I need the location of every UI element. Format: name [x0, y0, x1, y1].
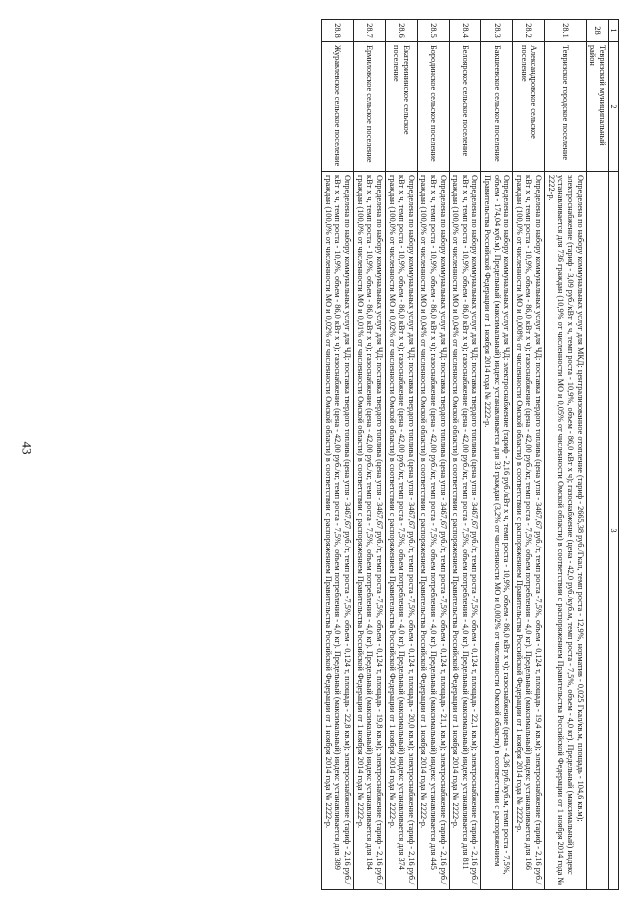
column-number-row	[608, 20, 618, 890]
row-description: Определена по набору коммунальных услуг для МКД: централизованное отопление (тариф - 2665,38 руб./Гкал, темп роста - 12,9%, норматив - 0,025 Гкал/кв.м, площадь - 104,6 кв.м); электроснабжение (тариф - 3,09 руб./кВт х ч, темп роста - 10,9%, объем - 86,0 кВт х ч); газоснабжение (цена - 42,0 руб./куб.м, темп роста - 7,5%, объем - 4,0 кг). Предельный (максимальный) индекс устанавливается для 736 граждан (10,9% от численности МО и 0,05% от численности Омской области) в соответствии с распоряжением Правительства Российской Федерации от 1 ноября 2014 года № 2222-р.	[545, 172, 586, 890]
row-description: Определена по набору коммунальных услуг для ЧД: поставка твердого топлива (цена угля - 3467,67 руб./т, темп роста -7,5%, объем - 0,124 т, площадь - 21,1 кв.м); электроснабжение (тариф - 2,16 руб./кВт х ч, темп роста - 10,9%, объем - 86,0 кВт х ч); газоснабжение (цена - 42,00 руб./кг, темп роста - 7,5%, объем потребления - 4,0 кг). Предельный (максимальный) индекс устанавливается для 445 граждан (100,0% от численности МО и 0,04% от численности Омской области) в соответствии с распоряжением Правительства Российской Федерации от 1 ноября 2014 года № 2222-р.	[417, 172, 449, 890]
table-row	[513, 20, 545, 890]
settlement-name: Екатерининское сельское поселение	[385, 42, 417, 172]
row-number: 28.8	[322, 20, 354, 42]
row-description: Определена по набору коммунальных услуг для ЧД: поставка твердого топлива (цена угля - 3467,67 руб./т, темп роста -7,5%, объем - 0,124 т, площадь - 20,0 кв.м); электроснабжение (тариф - 2,16 руб./кВт х ч, темп роста - 10,9%, объем - 86,0 кВт х ч); газоснабжение (цена - 42,00 руб./кг, темп роста - 7,5%, объем потребления - 4,0 кг). Предельный (максимальный) индекс устанавливается для 374 граждан (100,0% от численности МО и 0,02% от численности Омской области) в соответствии с распоряжением Правительства Российской Федерации от 1 ноября 2014 года № 2222-р.	[385, 172, 417, 890]
region-name: Тевризский муниципальный район	[586, 42, 608, 172]
row-number: 28.4	[449, 20, 481, 42]
row-description: Определена по набору коммунальных услуг для ЧД: поставка твердого топлива (цена угля - 3467,67 руб./т, темп роста -7,5%, объем - 0,124 т, площадь - 19,4 кв.м); электроснабжение (тариф - 2,16 руб./кВт х ч, темп роста - 10,9%, объем - 86,0 кВт х ч); газоснабжение (цена - 42,00 руб./кг, темп роста - 7,5%, объем потребления - 4,0 кг). Предельный (максимальный) индекс устанавливается для 166 граждан (100,0% от численности МО и 0,008% от численности Омской области) в соответствии с распоряжением Правительства Российской Федерации от 1 ноября 2014 года № 2222-р.	[513, 172, 545, 890]
settlement-name: Бакшеевское сельское поселение	[481, 42, 513, 172]
region-number: 28	[586, 20, 608, 42]
table-row	[545, 20, 586, 890]
row-number: 28.3	[481, 20, 513, 42]
row-number: 28.1	[545, 20, 586, 42]
settlement-name: Белоярское сельское поселение	[449, 42, 481, 172]
column-number: 1	[608, 20, 618, 42]
row-number: 28.2	[513, 20, 545, 42]
row-description: Определена по набору коммунальных услуг для ЧД: поставка твердого топлива (цена угля - 3467,67 руб./т, темп роста -7,5%, объем - 0,124 т, площадь - 19,8 кв.м); электроснабжение (тариф - 2,16 руб./кВт х ч, темп роста - 10,9%, объем - 86,0 кВт х ч); газоснабжение (цена - 42,00 руб./кг, темп роста - 7,5%, объем потребления - 4,0 кг). Предельный (максимальный) индекс устанавливается для 184 граждан (100,0% от численности МО и 0,01% от численности Омской области) в соответствии с распоряжением Правительства Российской Федерации от 1 ноября 2014 года № 2222-р.	[354, 172, 386, 890]
table-row	[481, 20, 513, 890]
region-row	[586, 20, 608, 890]
table-row	[417, 20, 449, 890]
region-description	[586, 172, 608, 890]
settlement-name: Журавлевское сельское поселение	[322, 42, 354, 172]
row-number: 28.5	[417, 20, 449, 42]
row-description: Определена по набору коммунальных услуг для ЧД: поставка твердого топлива (цена угля - 3467,67 руб./т, темп роста -7,5%, объем - 0,124 т, площадь - 22,1 кв.м); электроснабжение (тариф - 2,16 руб./кВт х ч, темп роста - 10,9%, объем - 86,0 кВт х ч); газоснабжение (цена - 42,00 руб./кг, темп роста - 7,5%, объем потребления - 4,0 кг). Предельный (максимальный) индекс устанавливается для 811 граждан (100,0% от численности МО и 0,04% от численности Омской области) в соответствии с распоряжением Правительства Российской Федерации от 1 ноября 2014 года № 2222-р.	[449, 172, 481, 890]
row-number: 28.6	[385, 20, 417, 42]
settlement-name: Тевризское городское поселение	[545, 42, 586, 172]
row-description: Определена по набору коммунальных услуг для ЧД: электроснабжение (тариф - 2,16 руб./кВт х ч, темп роста - 10,9%, объем - 86,0 кВт х ч); газоснабжение (цена - 4,36 руб./куб.м, темп роста - 7,5%, объем - 174,04 куб.м). Предельный (максимальный) индекс устанавливается для 33 граждан (3,2% от численности МО и 0,002% от численности Омской области) в соответствии с распоряжением Правительства Российской Федерации от 1 ноября 2014 года № 2222-р.	[481, 172, 513, 890]
table-row	[385, 20, 417, 890]
settlement-name: Ермиловское сельское поселение	[354, 42, 386, 172]
column-number: 2	[608, 42, 618, 172]
row-description: Определена по набору коммунальных услуг для ЧД: поставка твердого топлива (цена угля - 3467,67 руб./т, темп роста -7,5%, объем - 0,124 т, площадь - 22,8 кв.м); электроснабжение (тариф - 2,16 руб./кВт х ч, темп роста - 10,9%, объем - 86,0 кВт х ч); газоснабжение (цена - 42,00 руб./кг, темп роста - 7,5%, объем потребления - 4,0 кг). Предельный (максимальный) индекс устанавливается для 389 граждан (100,0% от численности МО и 0,02% от численности Омской области) в соответствии с распоряжением Правительства Российской Федерации от 1 ноября 2014 года № 2222-р.	[322, 172, 354, 890]
column-number: 3	[608, 172, 618, 890]
municipal-index-table	[321, 19, 619, 890]
page-number: 43	[19, 441, 35, 455]
settlement-name: Бородинское сельское поселение	[417, 42, 449, 172]
table-row	[449, 20, 481, 890]
settlement-name: Александровское сельское поселение	[513, 42, 545, 172]
row-number: 28.7	[354, 20, 386, 42]
table-row	[354, 20, 386, 890]
table-row	[322, 20, 354, 890]
rotated-table-container	[79, 19, 619, 889]
